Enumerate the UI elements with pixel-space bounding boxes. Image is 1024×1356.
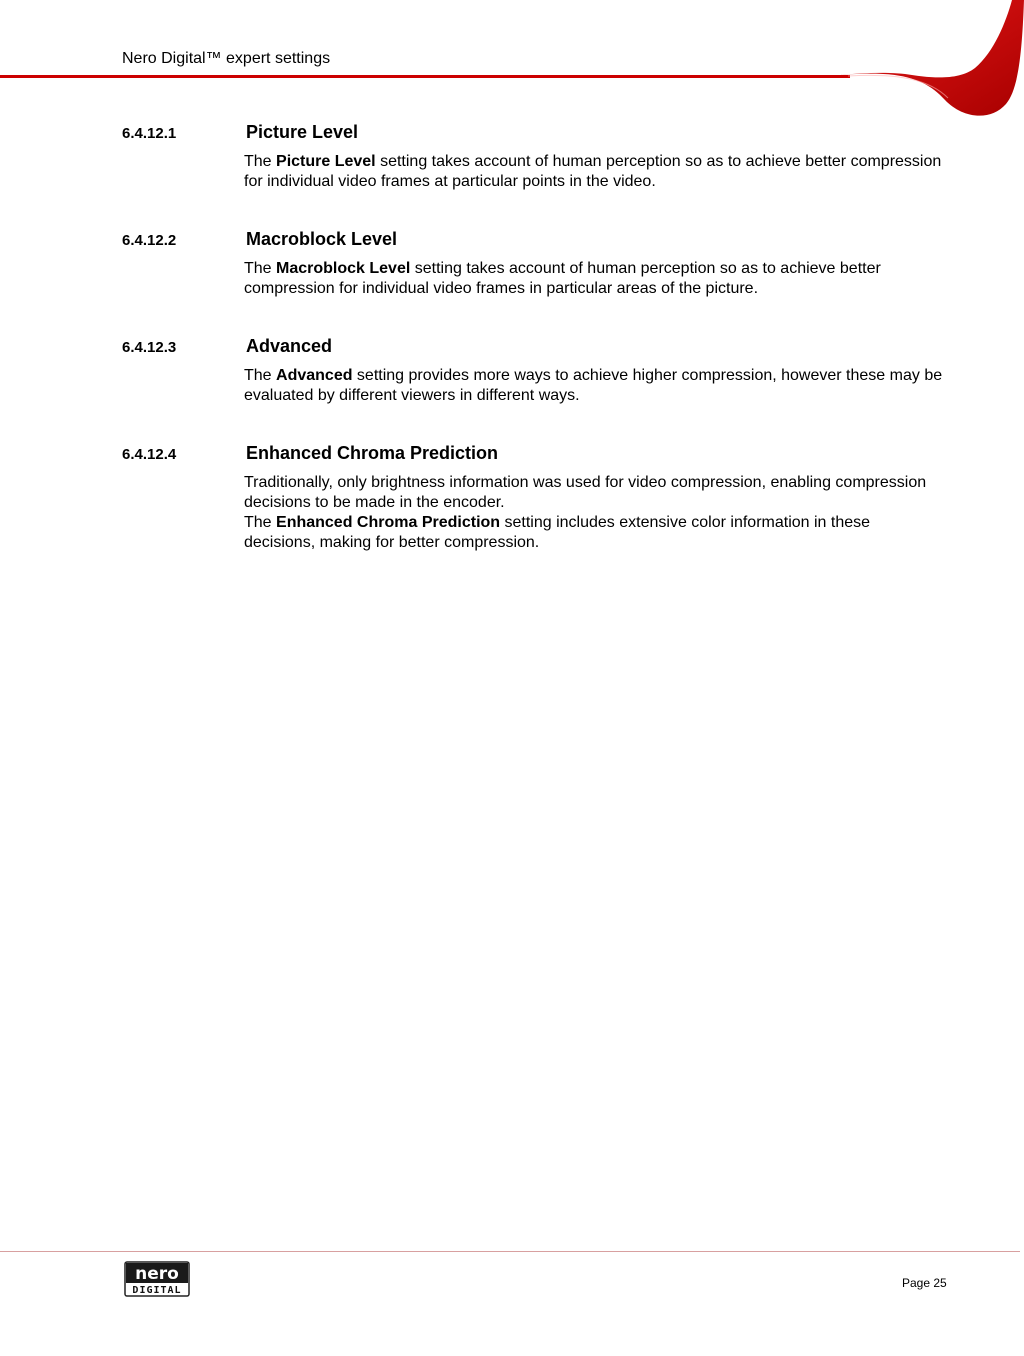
paragraph [244,473,944,513]
text-run: setting takes account of human perception so as to achieve better compression for individual video frames in particular areas of the picture. [244,260,881,297]
text-run: setting takes account of human perception so as to achieve better compression for individual video frames at particular points in the video. [244,153,942,190]
section-number: 6.4.12.3 [122,339,177,356]
section-title: Macroblock Level [246,229,398,249]
nero-digital-logo [124,1261,190,1297]
bold-term: Advanced [276,367,353,384]
section-title: Picture Level [246,122,359,142]
section-title: Enhanced Chroma Prediction [246,443,499,463]
text-run: Traditionally, only brightness information was used for video compression, enabling compression decisions to be made in the encoder. [244,474,927,511]
section-number: 6.4.12.4 [122,446,177,463]
text-run: setting provides more ways to achieve higher compression, however these may be evaluated by different viewers in different ways. [244,367,943,404]
text-run: The [244,153,277,170]
text-run: The [244,260,277,277]
text-run: The [244,367,277,384]
text-run: The [244,514,277,531]
section-body [244,473,944,553]
section-body [244,152,944,192]
page-number: Page 25 [902,1276,947,1290]
bold-term: Macroblock Level [276,260,411,277]
header-rule [0,75,850,78]
section-body [244,366,944,406]
paragraph [244,152,944,192]
section-body [244,259,944,299]
paragraph [244,513,944,553]
bold-term: Enhanced Chroma Prediction [276,514,501,531]
logo-top-text: nero [135,1264,179,1284]
bold-term: Picture Level [276,153,376,170]
section-number: 6.4.12.2 [122,232,177,249]
logo-bottom-text: DIGITAL [132,1285,182,1296]
section-number: 6.4.12.1 [122,125,177,142]
header-title: Nero Digital™ expert settings [122,50,331,67]
paragraph [244,366,944,406]
text-run: setting includes extensive color information in these decisions, making for better compression. [244,514,871,551]
section-title: Advanced [246,336,333,356]
header-swoosh [840,0,1024,116]
footer-rule [0,1251,1020,1252]
paragraph [244,259,944,299]
